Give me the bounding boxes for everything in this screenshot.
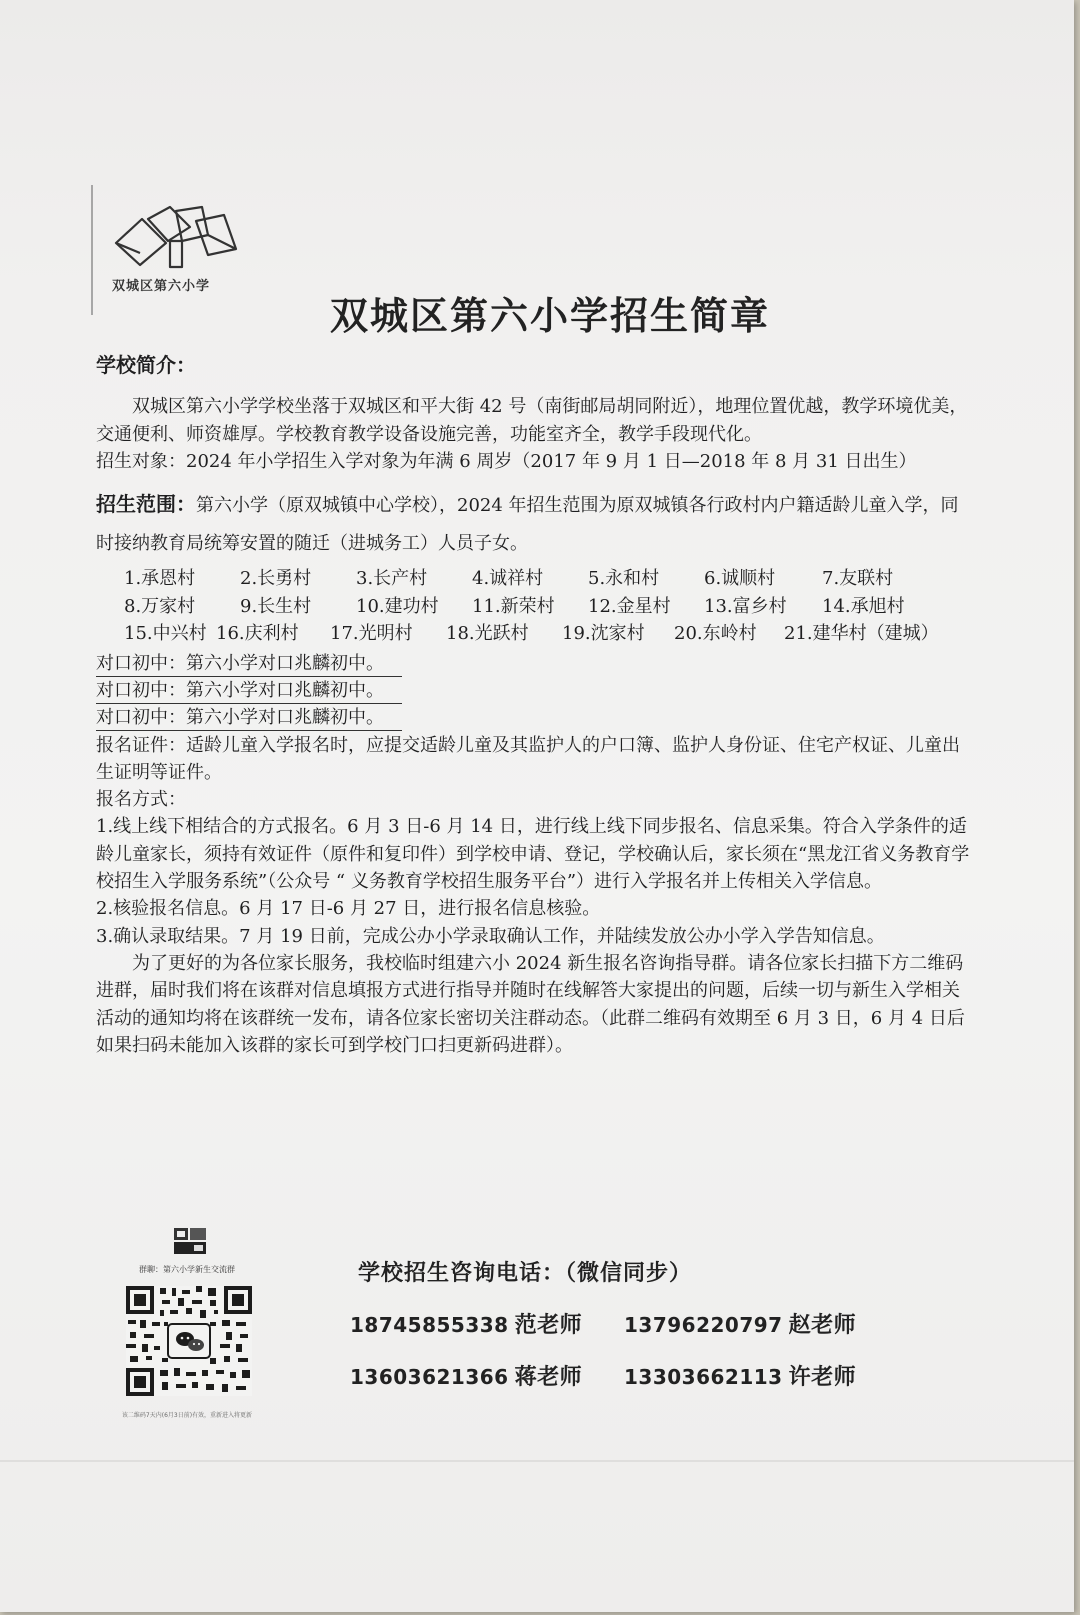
village-item: 12.金星村 bbox=[588, 595, 671, 617]
method-step: 3.确认录取结果。7 月 19 日前，完成公办小学录取确认工作，并陆续发放公办小学入学告知信息。 bbox=[96, 925, 885, 947]
village-row bbox=[124, 565, 976, 593]
village-item: 13.富乡村 bbox=[704, 595, 787, 617]
method-step: 2.核验报名信息。6 月 17 日-6 月 27 日，进行报名信息核验。 bbox=[96, 898, 601, 920]
intro-heading: 学校简介： bbox=[96, 353, 196, 377]
method-label: 报名方式： bbox=[96, 789, 186, 811]
contact-phone bbox=[624, 1308, 856, 1339]
intro-text: 双城区第六小学学校坐落于双城区和平大街 42 号（南街邮局胡同附近），地理位置优越，教学环境优美，交通便利、师资雄厚。学校教育教学设备设施完善，功能室齐全，教学手段现代化。 bbox=[96, 396, 968, 445]
middle-school-line bbox=[96, 704, 976, 731]
village-item: 17.光明村 bbox=[330, 623, 413, 645]
village-item: 5.永和村 bbox=[588, 568, 660, 590]
target-label: 招生对象： bbox=[96, 450, 186, 472]
range-label: 招生范围： bbox=[96, 492, 196, 517]
village-item: 11.新荣村 bbox=[472, 595, 555, 617]
phone-number: 13796220797 bbox=[624, 1313, 783, 1337]
documents-paragraph bbox=[96, 732, 976, 787]
documents-text: 适龄儿童入学报名时，应提交适龄儿童及其监护人的户口簿、监护人身份证、住宅产权证、儿童出生证明等证件。 bbox=[96, 734, 960, 783]
village-item: 16.庆利村 bbox=[216, 623, 299, 645]
village-row bbox=[124, 593, 976, 621]
middle-school-text: 对口初中：第六小学对口兆麟初中。 bbox=[96, 705, 402, 731]
paper-fold bbox=[0, 1460, 1074, 1462]
village-list bbox=[124, 565, 976, 648]
village-item: 3.长产村 bbox=[356, 568, 428, 590]
qr-block bbox=[112, 1228, 262, 1428]
notice-paragraph: 为了更好的为各位家长服务，我校临时组建六小 2024 新生报名咨询指导群。请各位家长扫描下方二维码进群，届时我们将在该群对信息填报方式进行指导并随时在线解答大家提出的问题，后续一切与新生入学相关活动的通知均将在该群统一发布，请各位家长密切关注群动态。（此群二维码有效期至 6 月 3 日，6 月 4 日后如果扫码未能加入该群的家长可到学校门口扫更新码进群）。 bbox=[96, 952, 965, 1056]
middle-school-line bbox=[96, 650, 976, 677]
village-item: 21.建华村（建城） bbox=[784, 623, 939, 645]
village-item: 2.长勇村 bbox=[240, 568, 312, 590]
contact-phone bbox=[624, 1360, 856, 1391]
notice-body bbox=[96, 352, 976, 1059]
target-paragraph bbox=[96, 448, 976, 475]
village-item: 18.光跃村 bbox=[446, 623, 529, 645]
teacher-name: 蒋老师 bbox=[514, 1365, 583, 1390]
group-avatar-icon bbox=[174, 1228, 206, 1254]
village-item: 10.建功村 bbox=[356, 595, 439, 617]
range-paragraph bbox=[96, 485, 976, 563]
teacher-name: 范老师 bbox=[514, 1313, 583, 1338]
contact-title: 学校招生咨询电话：（微信同步） bbox=[358, 1261, 693, 1286]
phone-number: 13603621366 bbox=[350, 1365, 509, 1389]
qr-code[interactable] bbox=[126, 1286, 252, 1396]
village-item: 6.诚顺村 bbox=[704, 568, 776, 590]
documents-label: 报名证件： bbox=[96, 734, 186, 756]
middle-school-text: 对口初中：第六小学对口兆麟初中。 bbox=[96, 678, 402, 704]
village-item: 1.承恩村 bbox=[124, 568, 196, 590]
qr-group-label: 群聊：第六小学新生交流群 bbox=[139, 1265, 235, 1274]
village-item: 7.友联村 bbox=[822, 568, 894, 590]
middle-school-line bbox=[96, 677, 976, 704]
teacher-name: 赵老师 bbox=[788, 1313, 857, 1338]
range-text: 第六小学（原双城镇中心学校），2024 年招生范围为原双城镇各行政村内户籍适龄儿童入学，同时接纳教育局统筹安置的随迁（进城务工）人员子女。 bbox=[96, 495, 959, 555]
logo-text: 双城区第六小学 bbox=[112, 279, 211, 294]
contact-phone bbox=[350, 1360, 582, 1391]
phone-number: 13303662113 bbox=[624, 1365, 783, 1389]
target-text: 2024 年小学招生入学对象为年满 6 周岁（2017 年 9 月 1 日—2018 年 8 月 31 日出生） bbox=[186, 450, 917, 472]
phone-number: 18745855338 bbox=[350, 1313, 509, 1337]
village-row bbox=[124, 620, 976, 648]
school-logo-icon bbox=[112, 205, 244, 273]
village-item: 4.诚祥村 bbox=[472, 568, 544, 590]
village-item: 15.中兴村 bbox=[124, 623, 207, 645]
contact-phone bbox=[350, 1308, 582, 1339]
village-item: 9.长生村 bbox=[240, 595, 312, 617]
margin-line bbox=[91, 185, 93, 315]
teacher-name: 许老师 bbox=[788, 1365, 857, 1390]
method-step: 1.线上线下相结合的方式报名。6 月 3 日-6 月 14 日，进行线上线下同步报名、信息采集。符合入学条件的适龄儿童家长，须持有效证件（原件和复印件）到学校申请、登记，学校确认后，家长须在“黑龙江省义务教育学校招生入学服务系统”（公众号 “ 义务教育学校招生服务平台”）进行入学报名并上传相关入学信息。 bbox=[96, 816, 970, 893]
village-item: 19.沈家村 bbox=[562, 623, 645, 645]
school-logo bbox=[112, 205, 244, 295]
village-item: 8.万家村 bbox=[124, 595, 196, 617]
middle-school-text: 对口初中：第六小学对口兆麟初中。 bbox=[96, 651, 402, 677]
village-item: 14.承旭村 bbox=[822, 595, 905, 617]
village-item: 20.东岭村 bbox=[674, 623, 757, 645]
page-title: 双城区第六小学招生简章 bbox=[329, 294, 770, 338]
qr-footer: 该二维码7天内(6月3日前)有效，重新进入将更新 bbox=[121, 1412, 253, 1419]
